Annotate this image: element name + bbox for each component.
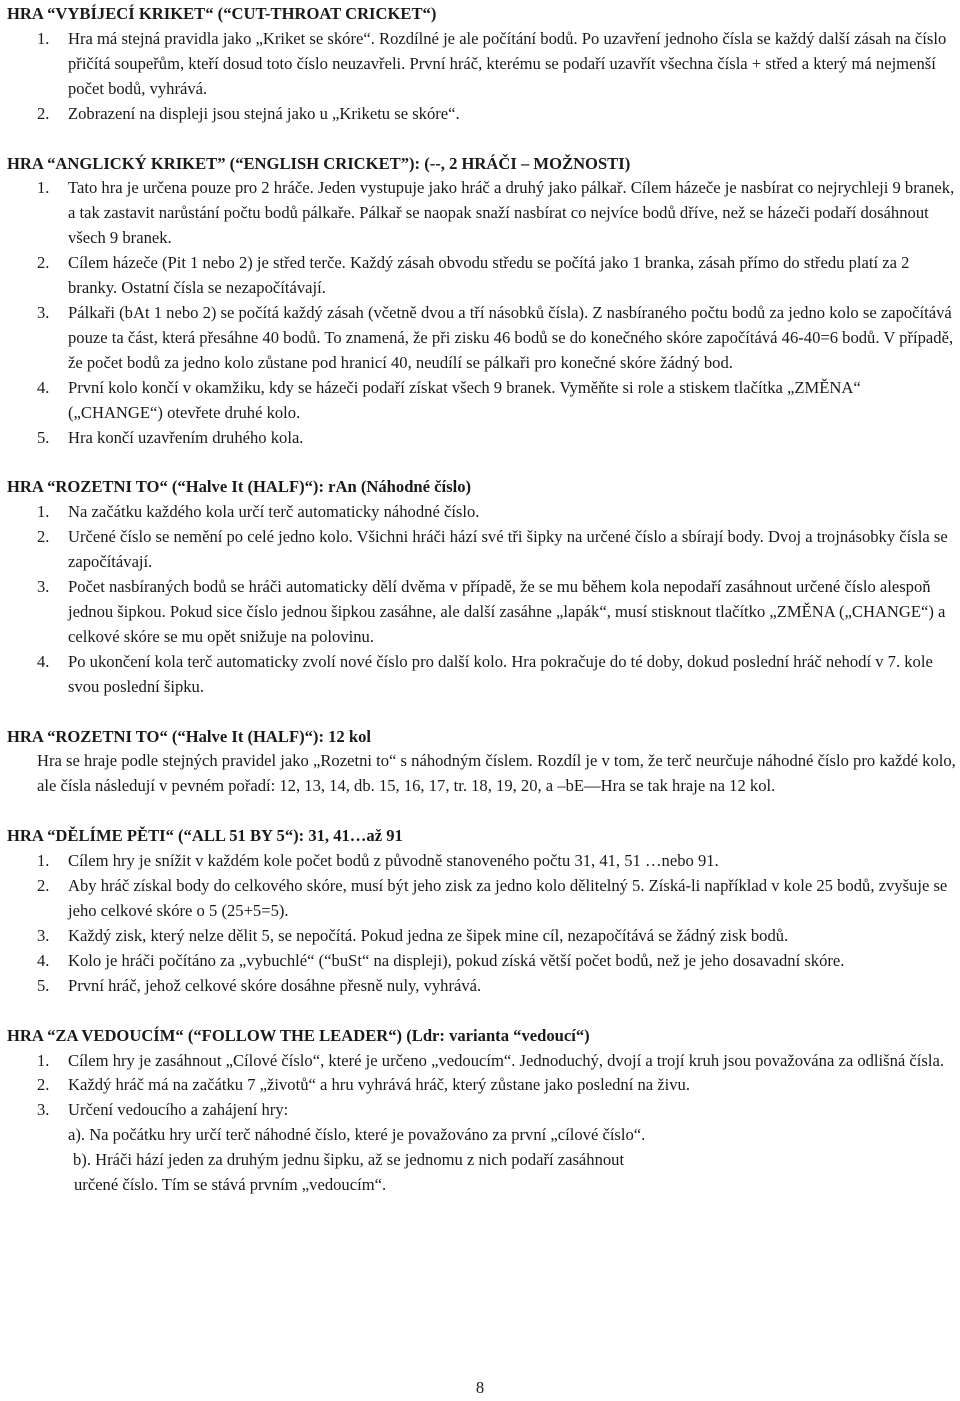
item-text: Cílem hry je snížit v každém kole počet bodů z původně stanoveného počtu 31, 41, 51 …nebo 91. — [68, 851, 719, 871]
item-number: 4. — [37, 651, 50, 671]
item-text: Tato hra je určena pouze pro 2 hráče. Jeden vystupuje jako hráč a druhý jako pálkař. Cílem házeče je nasbírat co nejrychleji 9 branek, a tak zastavit narůstání počtu bodů pálkaře. Pálkař se naopak snaží nasbírat co nejvíce bodů dříve, než se házeči podaří dosáhnout všech 9 branek. — [68, 178, 955, 248]
item-number: 2. — [37, 1075, 50, 1095]
item-text: Cílem házeče (Pit 1 nebo 2) je střed terče. Každý zásah obvodu středu se počítá jako 1 branka, zásah přímo do středu platí za 2 branky. Ostatní čísla se nezapočítávají. — [68, 253, 910, 298]
rules-list — [7, 27, 957, 127]
page-number: 8 — [475, 1378, 485, 1397]
item-text: Každý zisk, který nelze dělit 5, se nepočítá. Pokud jedna ze šipek mine cíl, nezapočítává se žádný zisk bodů. — [68, 925, 789, 945]
list-item — [7, 650, 957, 700]
section-all-51-by-5 — [7, 824, 957, 998]
list-item — [7, 176, 957, 251]
section-heading: HRA “ANGLICKÝ KRIKET” (“ENGLISH CRICKET”): (--, 2 HRÁČI – MOŽNOSTI) — [7, 153, 631, 173]
list-item — [7, 849, 957, 874]
list-item — [7, 575, 957, 650]
item-number: 2. — [37, 103, 50, 123]
list-item — [7, 426, 957, 451]
list-item — [7, 1073, 957, 1098]
list-item — [7, 525, 957, 575]
section-halve-it-12-rounds — [7, 725, 957, 800]
item-text: První hráč, jehož celkové skóre dosáhne přesně nuly, vyhrává. — [68, 975, 482, 995]
item-number: 3. — [37, 925, 50, 945]
item-text: První kolo končí v okamžiku, kdy se házeči podaří získat všech 9 branek. Vyměňte si role a stiskem tlačítka „ZMĚNA“ („CHANGE“) otevřete druhé kolo. — [68, 377, 861, 422]
section-heading: HRA “ROZETNI TO“ (“Halve It (HALF)“): rAn (Náhodné číslo) — [7, 477, 472, 497]
item-text: Každý hráč má na začátku 7 „životů“ a hru vyhrává hráč, který zůstane jako poslední na živu. — [68, 1075, 690, 1095]
item-number: 2. — [37, 876, 50, 896]
item-text: Cílem hry je zasáhnout „Cílové číslo“, které je určeno „vedoucím“. Jednoduchý, dvojí a trojí kruh jsou považována za odlišná čísla. — [68, 1050, 944, 1070]
section-cut-throat-cricket — [7, 2, 957, 127]
item-number: 1. — [37, 851, 50, 871]
section-halve-it-random — [7, 475, 957, 699]
item-text: Hra končí uzavřením druhého kola. — [68, 427, 304, 447]
list-item — [7, 949, 957, 974]
item-number: 3. — [37, 1100, 50, 1120]
rules-list — [7, 849, 957, 998]
list-item — [7, 500, 957, 525]
list-item — [7, 874, 957, 924]
section-follow-the-leader — [7, 1024, 957, 1198]
list-item — [7, 974, 957, 999]
section-heading: HRA “DĚLÍME PĚTI“ (“ALL 51 BY 5“): 31, 41…až 91 — [7, 826, 403, 846]
item-text: Pálkaři (bAt 1 nebo 2) se počítá každý zásah (včetně dvou a tří násobků čísla). Z nasbíraného počtu bodů za jedno kolo se započítává pouze ta část, která přesáhne 40 bodů. To znamená, že při zisku 46 bodů se do konečného skóre započítává 46-40=6 bodů. V případě, že počet bodů za jedno kolo zůstane pod hranicí 40, neudílí se pálkaři pro konečné skóre žádný bod. — [68, 302, 954, 372]
item-number: 5. — [37, 427, 50, 447]
list-item — [7, 1049, 957, 1074]
rules-list — [7, 176, 957, 450]
item-text: Určení vedoucího a zahájení hry: — [68, 1100, 289, 1120]
item-number: 2. — [37, 527, 50, 547]
list-item — [7, 301, 957, 376]
item-text: Hra má stejná pravidla jako „Kriket se skóre“. Rozdílné je ale počítání bodů. Po uzavření jednoho čísla se každý další zásah na číslo přičítá soupeřům, kteří dosud toto číslo neuzavřeli. První hráč, kterému se podaří uzavřít všechna čísla + střed a který má nejmenší počet bodů, vyhrává. — [68, 28, 947, 98]
sub-item: určené číslo. Tím se stává prvním „vedoucím“. — [74, 1175, 387, 1195]
item-text: Počet nasbíraných bodů se hráči automaticky dělí dvěma v případě, že se mu během kola nepodaří zasáhnout určené číslo alespoň jednou šipkou. Pokud sice číslo jednou šipkou zasáhne, ale další zasáhne „lapák“, musí stisknout tlačítko „ZMĚNA („CHANGE“) a celkové skóre se mu opět snižuje na polovinu. — [68, 577, 946, 646]
section-heading: HRA “ROZETNI TO“ (“Halve It (HALF)“): 12 kol — [7, 726, 372, 746]
sub-item: a). Na počátku hry určí terč náhodné číslo, které je považováno za první „cílové číslo“. — [68, 1125, 646, 1145]
sub-item: b). Hráči hází jeden za druhým jednu šipku, až se jednomu z nich podaří zasáhnout — [73, 1150, 625, 1170]
item-text: Na začátku každého kola určí terč automaticky náhodné číslo. — [68, 502, 480, 522]
section-heading: HRA “VYBÍJECÍ KRIKET“ (“CUT-THROAT CRICKET“) — [7, 4, 437, 23]
list-item — [7, 924, 957, 949]
item-number: 3. — [37, 577, 50, 597]
rules-list — [7, 1049, 957, 1124]
item-number: 5. — [37, 975, 50, 995]
item-text: Zobrazení na displeji jsou stejná jako u „Kriketu se skóre“. — [68, 103, 460, 123]
item-number: 4. — [37, 950, 50, 970]
list-item — [7, 1098, 957, 1123]
item-number: 3. — [37, 302, 50, 322]
list-item — [7, 251, 957, 301]
item-text: Aby hráč získal body do celkového skóre, musí být jeho zisk za jedno kolo dělitelný 5. Získá-li například v kole 25 bodů, zvyšuje se jeho celkové skóre o 5 (25+5=5). — [68, 876, 948, 920]
list-item — [7, 27, 957, 102]
item-number: 2. — [37, 253, 50, 273]
section-paragraph: Hra se hraje podle stejných pravidel jako „Rozetni to“ s náhodným číslem. Rozdíl je v tom, že terč neurčuje náhodné číslo pro každé kolo, ale čísla následují v pevném pořadí: 12, 13, 14, db. 15, 16, 17, tr. 18, 19, 20, a –bE—Hra se tak hraje na 12 kol. — [37, 751, 956, 796]
item-number: 1. — [37, 1050, 50, 1070]
list-item — [7, 102, 957, 127]
list-item — [7, 376, 957, 426]
document-page — [7, 2, 957, 1198]
item-text: Po ukončení kola terč automaticky zvolí nové číslo pro další kolo. Hra pokračuje do té doby, dokud poslední hráč nehodí v 7. kole svou poslední šipku. — [68, 651, 933, 696]
item-text: Kolo je hráči počítáno za „vybuchlé“ (“buSt“ na displeji), pokud získá větší počet bodů, než je jeho dosavadní skóre. — [68, 950, 845, 970]
item-number: 1. — [37, 502, 50, 522]
item-text: Určené číslo se nemění po celé jedno kolo. Všichni hráči hází své tři šipky na určené číslo a sbírají body. Dvoj a trojnásobky čísla se započítávají. — [68, 527, 948, 572]
item-number: 1. — [37, 28, 50, 48]
section-heading: HRA “ZA VEDOUCÍM“ (“FOLLOW THE LEADER“) (Ldr: varianta “vedoucí“) — [7, 1025, 590, 1045]
item-number: 1. — [37, 178, 50, 198]
item-number: 4. — [37, 377, 50, 397]
section-english-cricket — [7, 152, 957, 451]
rules-list — [7, 500, 957, 699]
